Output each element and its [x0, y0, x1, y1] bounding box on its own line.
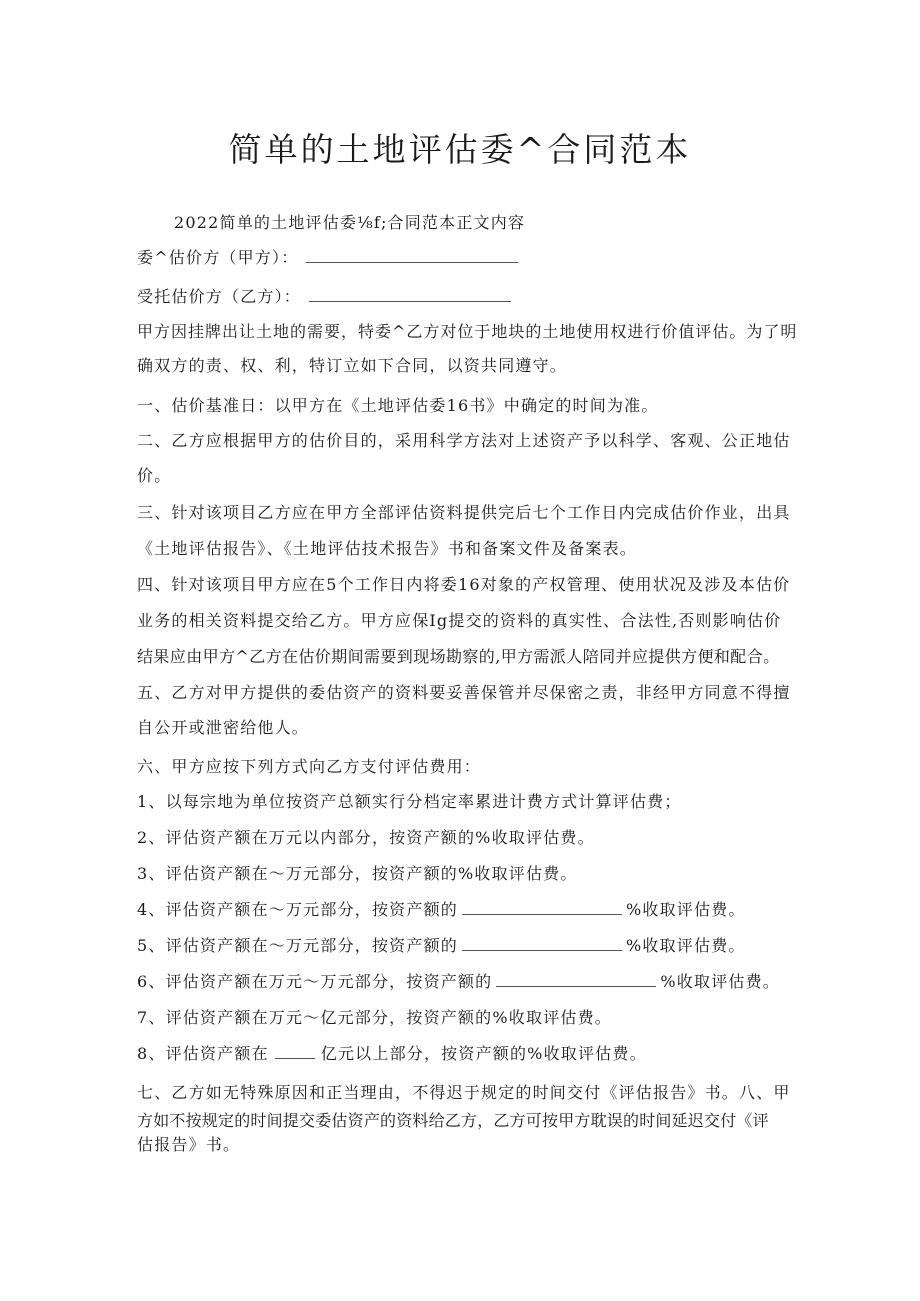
fee-item-8-suffix: 亿元以上部分，按资产额的%收取评估费。 — [320, 1044, 647, 1063]
fee-item-1: 1、以每宗地为单位按资产总额实行分档定率累进计费方式计算评估费； — [137, 792, 682, 811]
intro-line: 2022简单的土地评估委⅛f;合同范本正文内容 — [174, 213, 526, 232]
article6: 六、甲方应按下列方式向乙方支付评估费用： — [137, 757, 482, 776]
article7-line1: 七、乙方如无特殊原因和正当理由，不得迟于规定的时间交付《评估报告》书。八、甲 — [137, 1083, 791, 1102]
fee-item-4-text: 4、评估资产额在〜万元部分，按资产额的 — [137, 900, 458, 919]
article5-line2: 自公开或泄密给他人。 — [137, 718, 310, 737]
article4-line2: 业务的相关资料提交给乙方。甲方应保Ig提交的资料的真实性、合法性,否则影响估价 — [137, 611, 782, 630]
article5-line1: 五、乙方对甲方提供的委估资产的资料要妥善保管并尽保密之责，非经甲方同意不得擅 — [137, 683, 791, 702]
fee-item-5-blank[interactable] — [462, 934, 622, 951]
fee-item-5-suffix: %收取评估费。 — [625, 936, 746, 955]
article1: 一、估价基准日：以甲方在《土地评估委16书》中确定的时间为准。 — [137, 396, 659, 415]
fee-item-6 — [137, 970, 797, 994]
article2-line1: 二、乙方应根据甲方的估价目的，采用科学方法对上述资产予以科学、客观、公正地估 — [137, 431, 791, 450]
fee-item-3: 3、评估资产额在〜万元部分，按资产额的%收取评估费。 — [137, 864, 578, 883]
fee-item-8-blank[interactable] — [275, 1042, 315, 1059]
party-a-label: 委^估价方（甲方）： — [137, 248, 299, 267]
fee-item-4 — [137, 898, 797, 922]
article7-line3: 估报告》书。 — [137, 1135, 241, 1154]
fee-item-5 — [137, 934, 797, 958]
para1-line1: 甲方因挂牌出让土地的需要，特委^乙方对位于地块的土地使用权进行价值评估。为了明 — [137, 322, 798, 341]
article3-line1: 三、针对该项目乙方应在甲方全部评估资料提供完后七个工作日内完成估价作业，出具 — [137, 503, 791, 522]
fee-item-6-text: 6、评估资产额在万元〜万元部分，按资产额的 — [137, 972, 493, 991]
article7-line2: 方如不按规定的时间提交委估资产的资料给乙方，乙方可按甲方耽误的时间延迟交付《评 — [137, 1111, 769, 1130]
para1-line2: 确双方的责、权、利，特订立如下合同，以资共同遵守。 — [137, 356, 568, 375]
party-a-blank[interactable] — [306, 246, 518, 263]
fee-item-2: 2、评估资产额在万元以内部分，按资产额的%收取评估费。 — [137, 828, 595, 847]
fee-item-4-suffix: %收取评估费。 — [625, 900, 746, 919]
fee-item-8-text: 8、评估资产额在 — [137, 1044, 269, 1063]
fee-item-7: 7、评估资产额在万元〜亿元部分，按资产额的%收取评估费。 — [137, 1008, 612, 1027]
party-b-blank[interactable] — [309, 285, 511, 302]
article4-line3: 结果应由甲方^乙方在估价期间需要到现场勘察的,甲方需派人陪同并应提供方便和配合。 — [137, 647, 780, 666]
article4-line1: 四、针对该项目甲方应在5个工作日内将委16对象的产权管理、使用状况及涉及本估价 — [137, 575, 791, 594]
article2-line2: 价。 — [137, 466, 172, 485]
party-b-label: 受托估价方（乙方）： — [137, 287, 302, 306]
fee-item-6-suffix: %收取评估费。 — [660, 972, 780, 991]
article3-line2: 《土地评估报告》、《土地评估技术报告》书和备案文件及备案表。 — [137, 539, 638, 558]
fee-item-6-blank[interactable] — [496, 970, 656, 987]
party-b-line — [137, 285, 797, 309]
party-a-line — [137, 246, 797, 270]
fee-item-5-text: 5、评估资产额在〜万元部分，按资产额的 — [137, 936, 458, 955]
fee-item-8 — [137, 1042, 797, 1066]
document-title: 简单的土地评估委^合同范本 — [228, 130, 692, 169]
fee-item-4-blank[interactable] — [462, 898, 622, 915]
